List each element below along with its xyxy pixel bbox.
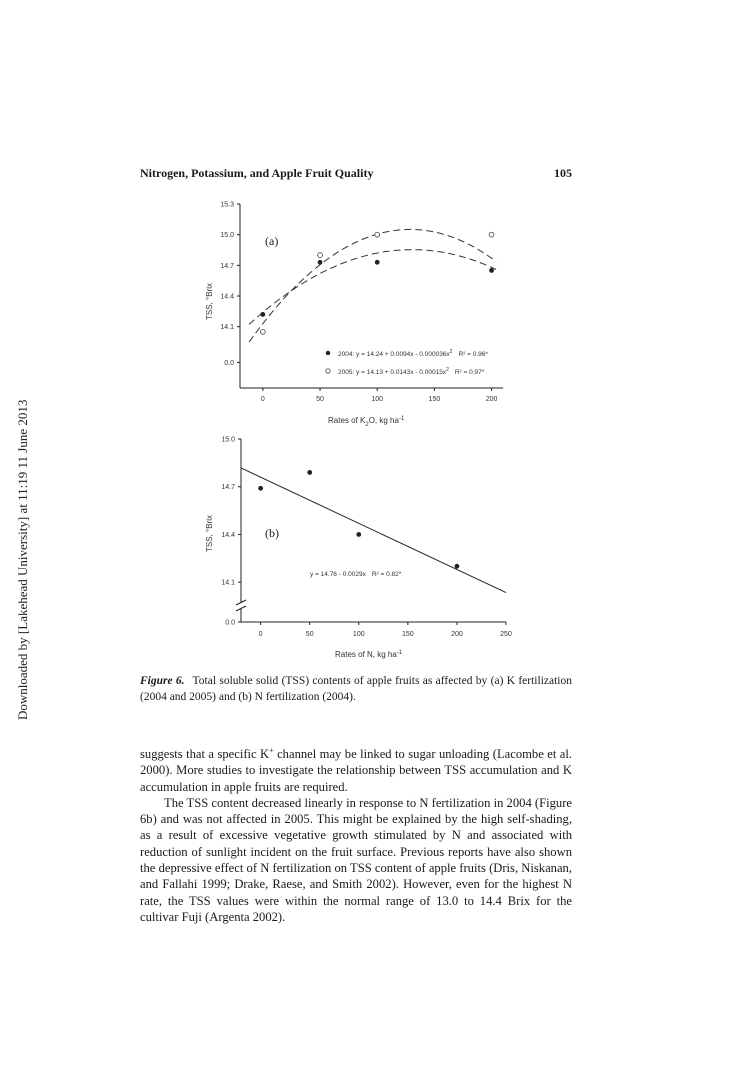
panel-a-x-tick-label: 50 [316, 396, 324, 403]
panel-a-point-2004 [375, 260, 380, 265]
panel-a-y-tick-label: 14.7 [220, 262, 234, 270]
panel-b-y-tick-label: 14.4 [221, 531, 235, 539]
panel-a-point-2004 [489, 268, 494, 273]
figure-caption-label: Figure 6. [140, 675, 185, 687]
panel-b-x-tick-label: 150 [402, 631, 414, 638]
panel-b-xlabel: Rates of N, kg $ha^{-1}$ [335, 650, 403, 659]
panel-b-label: (b) [265, 526, 279, 540]
panel-b [205, 437, 512, 660]
paragraph-1 [140, 746, 572, 795]
panel-a-point-2005 [260, 329, 265, 334]
panel-a-y-tick-label: 15.0 [220, 232, 234, 240]
panel-b-y-tick-label: 14.1 [221, 579, 235, 587]
figure-caption [140, 673, 572, 705]
panel-a-curve-2005 [249, 229, 496, 342]
paragraph-1-end: channel may be linked to sugar unloading (Lacombe et al. 2000). More studies to investigate the relationship between TSS accumulation and K accumulation in apple fruits are required. [140, 747, 572, 794]
panel-a-point-2004 [260, 312, 265, 317]
panel-b-ylabel: TSS, °Brix [205, 515, 214, 552]
panel-a-x-tick-label: 150 [428, 396, 441, 403]
panel-a-label: (a) [265, 234, 279, 248]
body-text [140, 746, 572, 925]
panel-a-xlabel: Rates of $K_2O$, kg $ha^{-1}$ [328, 416, 405, 428]
panel-a-point-2005 [489, 232, 494, 237]
panel-a-x-tick-label: 0 [260, 396, 265, 403]
panel-a-y-tick-label: 14.4 [220, 293, 234, 301]
panel-b-equation: y = 14.76 - 0.0029x R² = 0.82* [310, 571, 402, 578]
panel-a-point-2005 [375, 232, 380, 237]
panel-a-x-tick-label: 100 [371, 396, 384, 403]
panel-b-y-tick-label: 15.0 [221, 436, 235, 444]
panel-a [205, 202, 503, 429]
panel-a-point-2005 [318, 253, 323, 258]
page-number: 105 [554, 166, 572, 180]
paragraph-2: The TSS content decreased linearly in response to N fertilization in 2004 (Figure 6b) and was not affected in 2005. This might be explained by the high self-shading, as a result of excessive vegetative growth stimulated by N and associated with reduction of sunlight incident on the fruit surface. Previous reports have also shown the depressive effect of N fertilization on TSS content of apple fruits (Dris, Niskanan, and Fallahi 1999; Drake, Raese, and Smith 2002). However, even for the highest N rate, the TSS values were within the normal range of 13.0 to 14.4 Brix for the cultivar Fuji (Argenta 2002). [140, 795, 572, 924]
panel-a-curve-2004 [249, 250, 496, 325]
panel-b-points [258, 470, 459, 569]
panel-b-x-tick-label: 0 [258, 631, 263, 638]
panel-a-y-tick-label: 14.1 [220, 324, 234, 332]
panel-a-ylabel: TSS, °Brix [205, 283, 214, 320]
panel-b-x-tick-label: 250 [500, 631, 512, 638]
legend-2004-marker [326, 351, 330, 355]
panel-b-x-tick-label: 50 [305, 631, 314, 638]
paragraph-1-start: suggests that a specific K [140, 747, 270, 761]
panel-a-y-tick-label: 15.3 [220, 201, 234, 209]
legend-2004-equation: 2004: $y = 14.24 + 0.0094x - 0.000036x^2$ R² = 0.96* [338, 349, 488, 358]
panel-a-point-2004 [318, 260, 323, 265]
panel-b-point-2004 [356, 532, 361, 537]
panel-a-x-tick-label: 200 [485, 396, 498, 403]
legend-2005-equation: 2005: $y = 14.13 + 0.0143x - 0.00015x^2$ R² = 0.97* [338, 367, 485, 376]
panel-b-point-2004 [455, 564, 460, 569]
figure-caption-text: Total soluble solid (TSS) contents of apple fruits as affected by (a) K fertilization (2004 and 2005) and (b) N fertilization (2004). [140, 675, 572, 703]
panel-a-points [260, 232, 493, 334]
running-title: Nitrogen, Potassium, and Apple Fruit Quality [140, 166, 374, 180]
panel-b-x-tick-label: 200 [451, 631, 463, 638]
panel-b-x-tick-label: 100 [352, 631, 365, 638]
panel-b-point-2004 [258, 486, 263, 491]
paragraph-1-superscript: + [269, 745, 274, 755]
panel-b-y-tick-label: 14.7 [221, 484, 235, 492]
download-watermark: Downloaded by [Lakehead University] at 11:19 11 June 2013 [15, 399, 30, 720]
panel-b-y-tick-label: 0.0 [225, 619, 235, 627]
panel-a-y-tick-label: 0.0 [224, 359, 234, 367]
panel-b-point-2004 [307, 470, 312, 475]
legend-2005-marker [326, 369, 330, 373]
